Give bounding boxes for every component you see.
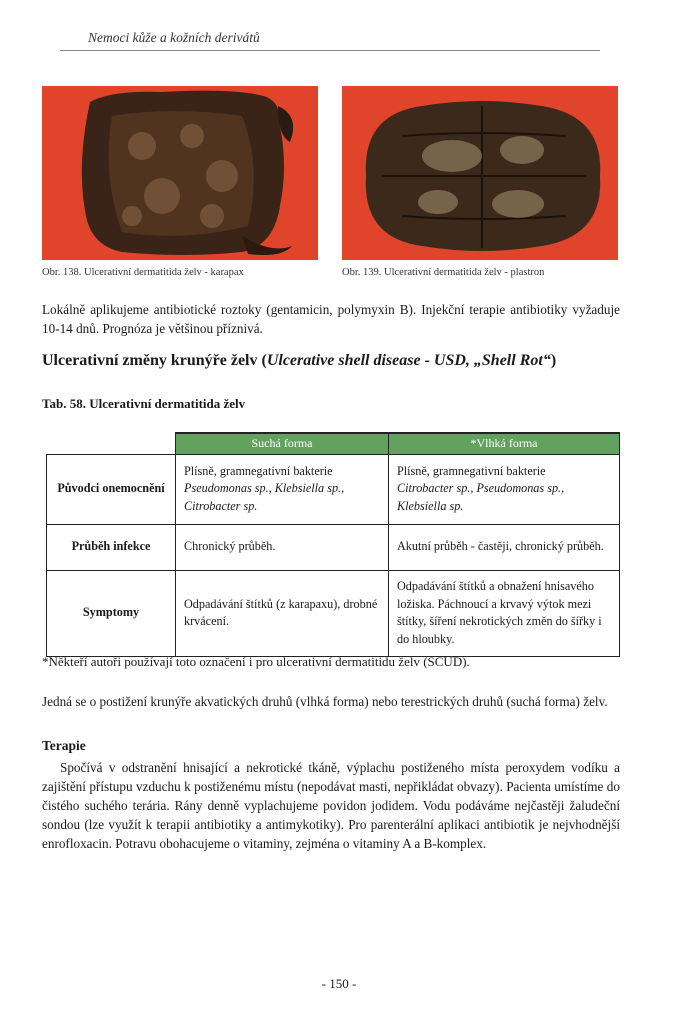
- header-rule: [60, 50, 600, 51]
- row-header: Původci onemocnění: [47, 454, 176, 524]
- carapace-photo: [42, 86, 318, 260]
- plastron-illustration: [342, 86, 618, 260]
- section-heading: [42, 352, 632, 370]
- heading-text: Ulcerativní změny krunýře želv (: [42, 352, 267, 369]
- cell-italic-text: Citrobacter sp., Pseudomonas sp., Klebsiella sp.: [397, 481, 565, 513]
- table-header-row: [47, 433, 620, 454]
- table-cell: Odpadávání štítků a obnažení hnisavého ložiska. Páchnoucí a krvavý výtok mezi štítky, šíření nekrotických změn do šířky i do hloubky.: [389, 570, 620, 656]
- table-cell: Akutní průběh - častěji, chronický průběh.: [389, 524, 620, 570]
- table-footnote: *Někteří autoři používají toto označení i pro ulcerativní dermatitidu želv (SCUD).: [42, 654, 470, 669]
- table-cell: [176, 454, 389, 524]
- running-header: Nemoci kůže a kožních derivátů: [88, 30, 260, 45]
- carapace-illustration: [42, 86, 318, 260]
- page-number: - 150 -: [321, 976, 357, 991]
- figure-caption: Obr. 138. Ulcerativní dermatitida želv - karapax: [42, 267, 244, 278]
- figure-plastron: [342, 86, 618, 278]
- intro-paragraph: Lokálně aplikujeme antibiotické roztoky (gentamicin, polymyxin B). Injekční terapie antibiotiky vyžaduje 10-14 dnů. Prognóza je většinou příznivá.: [42, 302, 620, 336]
- heading-close: ): [550, 352, 557, 369]
- table-row-course: [47, 524, 620, 570]
- figure-caption: Obr. 139. Ulcerativní dermatitida želv - plastron: [342, 267, 545, 278]
- column-header-wet: *Vlhká forma: [389, 433, 620, 454]
- row-header: Průběh infekce: [47, 524, 176, 570]
- table-row-agents: [47, 454, 620, 524]
- table-cell: [389, 454, 620, 524]
- table-row-symptoms: [47, 570, 620, 656]
- table-caption: Tab. 58. Ulcerativní dermatitida želv: [42, 396, 246, 411]
- row-header: Symptomy: [47, 570, 176, 656]
- heading-italic: Ulcerative shell disease - USD, „Shell Rot“: [266, 352, 551, 369]
- table-corner-cell: [47, 433, 176, 454]
- table-cell: Odpadávání štítků (z karapaxu), drobné krvácení.: [176, 570, 389, 656]
- dermatitis-table: [46, 432, 620, 657]
- cell-text: Plísně, gramnegativní bakterie: [184, 463, 333, 478]
- figure-carapace: [42, 86, 318, 278]
- therapy-paragraph: Spočívá v odstranění hnisající a nekrotické tkáně, výplachu postiženého místa peroxydem vodíku a zajištění přístupu vzduchu k postiženému místu (nepodávat masti, nepřikládat obvazy). Pacienta umístíme do čistého suchého terária. Rány denně vyplachujeme povidon jodidem. Vodu podáváme nejčastěji žaludeční sondou (lze využít k terapii antibiotiky a antimykotiky). Pro parenterální aplikaci antibiotik je nejvhodnější enrofloxacin. Potravu obohacujeme o vitaminy, zejména o vitaminy A a B-komplex.: [42, 760, 620, 851]
- plastron-photo: [342, 86, 618, 260]
- cell-text: Plísně, gramnegativní bakterie: [397, 463, 546, 478]
- cell-italic-text: Pseudomonas sp., Klebsiella sp., Citrobacter sp.: [184, 481, 345, 513]
- therapy-heading: Terapie: [42, 738, 86, 753]
- column-header-dry: Suchá forma: [176, 433, 389, 454]
- body-paragraph: Jedná se o postižení krunýře akvatických druhů (vlhká forma) nebo terestrických druhů (suchá forma) želv.: [42, 694, 608, 709]
- table-cell: Chronický průběh.: [176, 524, 389, 570]
